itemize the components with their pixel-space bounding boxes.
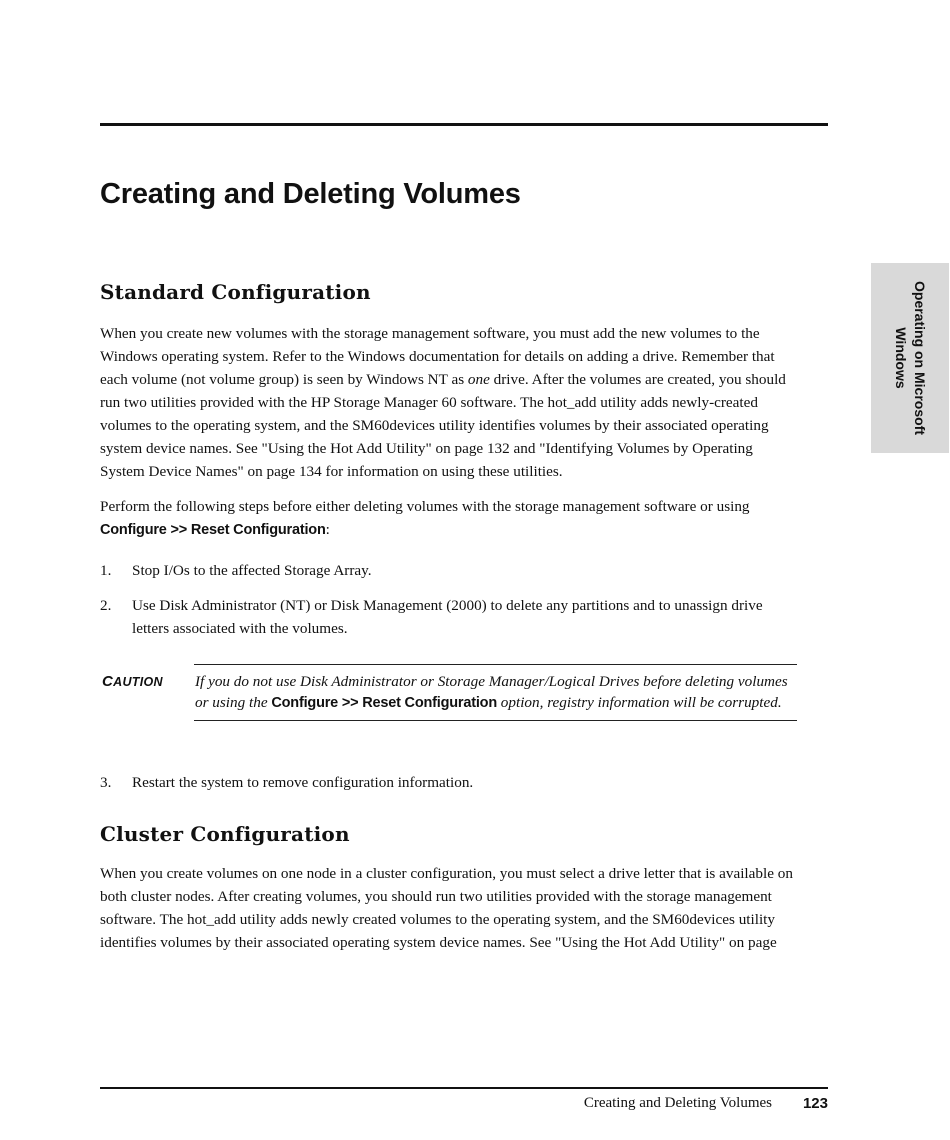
standard-p1-text-a: When you create new volumes with the storage management software, you must add the new volumes to the Windows operating system. Refer to the Windows documentation for details on adding a drive. Remember that each volume (not volume group) is seen by Windows NT as — [100, 325, 775, 388]
chapter-side-tab-line2: Windows — [893, 327, 909, 389]
step-item-1 — [100, 559, 800, 582]
standard-paragraph-2 — [100, 495, 800, 542]
chapter-side-tab-label — [891, 263, 929, 453]
step-text: Stop I/Os to the affected Storage Array. — [132, 562, 372, 579]
page-title: Creating and Deleting Volumes — [100, 178, 521, 210]
standard-p1-emphasis: one — [467, 371, 490, 388]
caution-text — [194, 664, 797, 721]
chapter-side-tab-line1: Operating on Microsoft — [912, 281, 928, 435]
caution-label-initial: C — [102, 673, 114, 690]
standard-p2-text-b: : — [325, 521, 330, 538]
standard-paragraph-1 — [100, 322, 800, 483]
caution-label-rest: AUTION — [113, 675, 163, 689]
top-rule — [100, 123, 828, 126]
steps-list-continued — [100, 771, 800, 794]
page-number: 123 — [802, 1095, 828, 1112]
menu-command-reset-configuration: Configure >> Reset Configuration — [100, 522, 326, 538]
caution-menu-command: Configure >> Reset Configuration — [271, 695, 497, 711]
step-item-3 — [100, 771, 800, 794]
caution-label — [102, 673, 163, 690]
step-item-2 — [100, 594, 800, 640]
standard-p2-text-a: Perform the following steps before either deleting volumes with the storage management software or using — [100, 498, 750, 515]
cluster-paragraph: When you create volumes on one node in a cluster configuration, you must select a drive letter that is available on both cluster nodes. After creating volumes, you should run two utilities provided with the storage management software. The hot_add utility adds newly created volumes to the operating system, and the SM60devices utility identifies volumes by their associated operating system device names. See "Using the Hot Add Utility" on page — [100, 865, 793, 951]
caution-note — [100, 664, 800, 744]
step-number: 3. — [100, 774, 112, 791]
steps-list — [100, 559, 800, 640]
step-text: Use Disk Administrator (NT) or Disk Management (2000) to delete any partitions and to unassign drive letters associated with the volumes. — [132, 597, 763, 637]
footer-rule — [100, 1087, 828, 1089]
caution-text-a: If you do not use Disk Administrator or Storage Manager/Logical Drives before deleting volumes or using the — [195, 673, 788, 711]
caution-text-b: option, registry information will be corrupted. — [497, 694, 782, 711]
chapter-side-tab — [871, 263, 949, 453]
section-heading-cluster: Cluster Configuration — [100, 822, 350, 846]
section-heading-standard: Standard Configuration — [100, 280, 371, 304]
footer-running-title: Creating and Deleting Volumes — [583, 1095, 772, 1111]
standard-p1-text-b: drive. After the volumes are created, you should run two utilities provided with the HP Storage Manager 60 software. The hot_add utility adds newly-created volumes to the operating system, and the SM60devices utility identifies volumes by their associated operating system device names. See "Using the Hot Add Utility" on page 132 and "Identifying Volumes by Operating System Device Names" on page 134 for information on using these utilities. — [100, 371, 786, 480]
step-number: 1. — [100, 562, 112, 579]
main-content — [100, 280, 800, 954]
step-text: Restart the system to remove configuration information. — [132, 774, 474, 791]
step-number: 2. — [100, 597, 112, 614]
